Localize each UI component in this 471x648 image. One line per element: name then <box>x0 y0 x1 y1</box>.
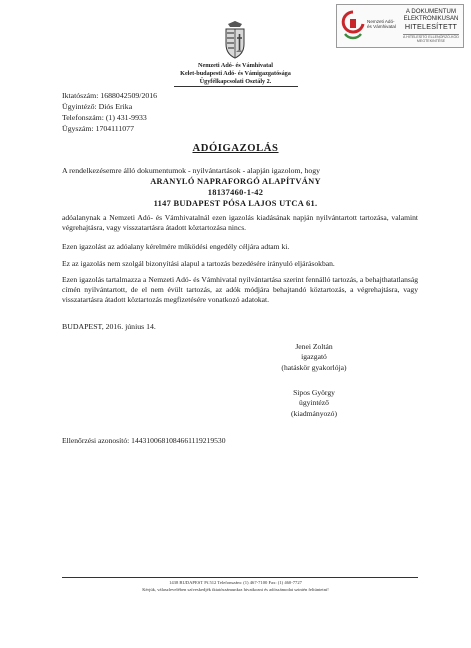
signature-block-director <box>254 342 374 373</box>
stamp-line-1: A DOKUMENTUM <box>405 9 457 15</box>
footer-address: 1438 BUDAPEST Pf.512 Telefonszám: (1) 467-7100 Fax: (1) 460-7727 <box>169 580 302 585</box>
paragraph-evidence: Ez az igazolás nem szolgál bizonyítási alapul a tartozás bezedésére irányuló eljárásokban. <box>62 259 335 268</box>
header-divider <box>174 86 298 87</box>
signature-block-officer <box>254 388 374 419</box>
signature-name: Jenei Zoltán <box>295 342 333 351</box>
issuer-department: Ügyfélkapcsolati Osztály 2. <box>199 78 272 85</box>
issuer-name: Nemzeti Adó- és Vámhivatal <box>198 62 273 69</box>
entity-address: 1147 BUDAPEST PÓSA LAJOS UTCA 61. <box>153 199 318 208</box>
case-number: Ügyszám: 1704111077 <box>62 124 134 133</box>
stamp-org: Nemzeti Adó- és Vámhivatal <box>367 19 396 30</box>
signature-note: (hatáskör gyakorlója) <box>281 362 347 372</box>
case-officer: Ügyintéző: Diós Erika <box>62 102 133 111</box>
filing-number: Iktatószám: 1688042509/2016 <box>62 91 158 100</box>
authentication-stamp <box>336 4 464 48</box>
issuer-directorate: Kelet-budapesti Adó- és Vámigazgatósága <box>180 70 291 77</box>
issue-date: BUDAPEST, 2016. június 14. <box>62 322 156 331</box>
paragraph-purpose: Ezen igazolást az adóalany kérelmére működési engedély céljára adtam ki. <box>62 242 290 251</box>
stamp-line-2: ELEKTRONIKUSAN <box>403 16 459 22</box>
verification-id: Ellenőrzési azonosító: 1443100681084661119219530 <box>62 436 226 445</box>
intro-text: A rendelkezésemre álló dokumentumok - nyilvántartások - alapján igazolom, hogy <box>62 166 321 175</box>
document-title: ADÓIGAZOLÁS <box>192 143 279 154</box>
footer-divider <box>62 577 418 578</box>
stamp-line-4: A HITELESÍTŐ ELLENŐRZŐ-KÓD MEGTEKINTÉSE <box>403 35 459 44</box>
entity-tax-number: 18137460-1-42 <box>207 188 264 197</box>
coat-of-arms-icon <box>220 20 250 60</box>
entity-name: ARANYLÓ NAPRAFORGÓ ALAPÍTVÁNY <box>150 177 321 186</box>
footer-note: Kérjük, válaszlevelében szíveskedjék iktatószámunkra hivatkozni és adószámodat szintén feltüntetni! <box>142 587 329 592</box>
paragraph-status: adóalanynak a Nemzeti Adó- és Vámhivatalnál ezen igazolás kiadásának napján nyilvántartott tartozása, valamint végrehajtásra, vagy visszatartásra átadott köztartozása nincs. <box>62 213 418 233</box>
stamp-line-3: HITELESÍTETT <box>404 22 458 31</box>
nav-logo-icon <box>341 10 365 42</box>
paragraph-scope: Ezen igazolás tartalmazza a Nemzeti Adó- és Vámhivatal nyilvántartása szerint fennálló tartozás, a behajthatatlanság címén nyilvántartott, de el nem évült tartozás, az adók módjára behajtandó köztartozás, a végrehajtásra, vagy visszatartásra átadott köztartozás megfizetésére vonatkozó adatokat. <box>62 275 418 305</box>
signature-role: igazgató <box>301 352 327 362</box>
signature-role: ügyintéző <box>299 398 329 408</box>
signature-name: Sipos György <box>293 388 335 397</box>
phone-number: Telefonszám: (1) 431-9933 <box>62 113 147 122</box>
signature-note: (kiadmányozó) <box>291 408 337 418</box>
